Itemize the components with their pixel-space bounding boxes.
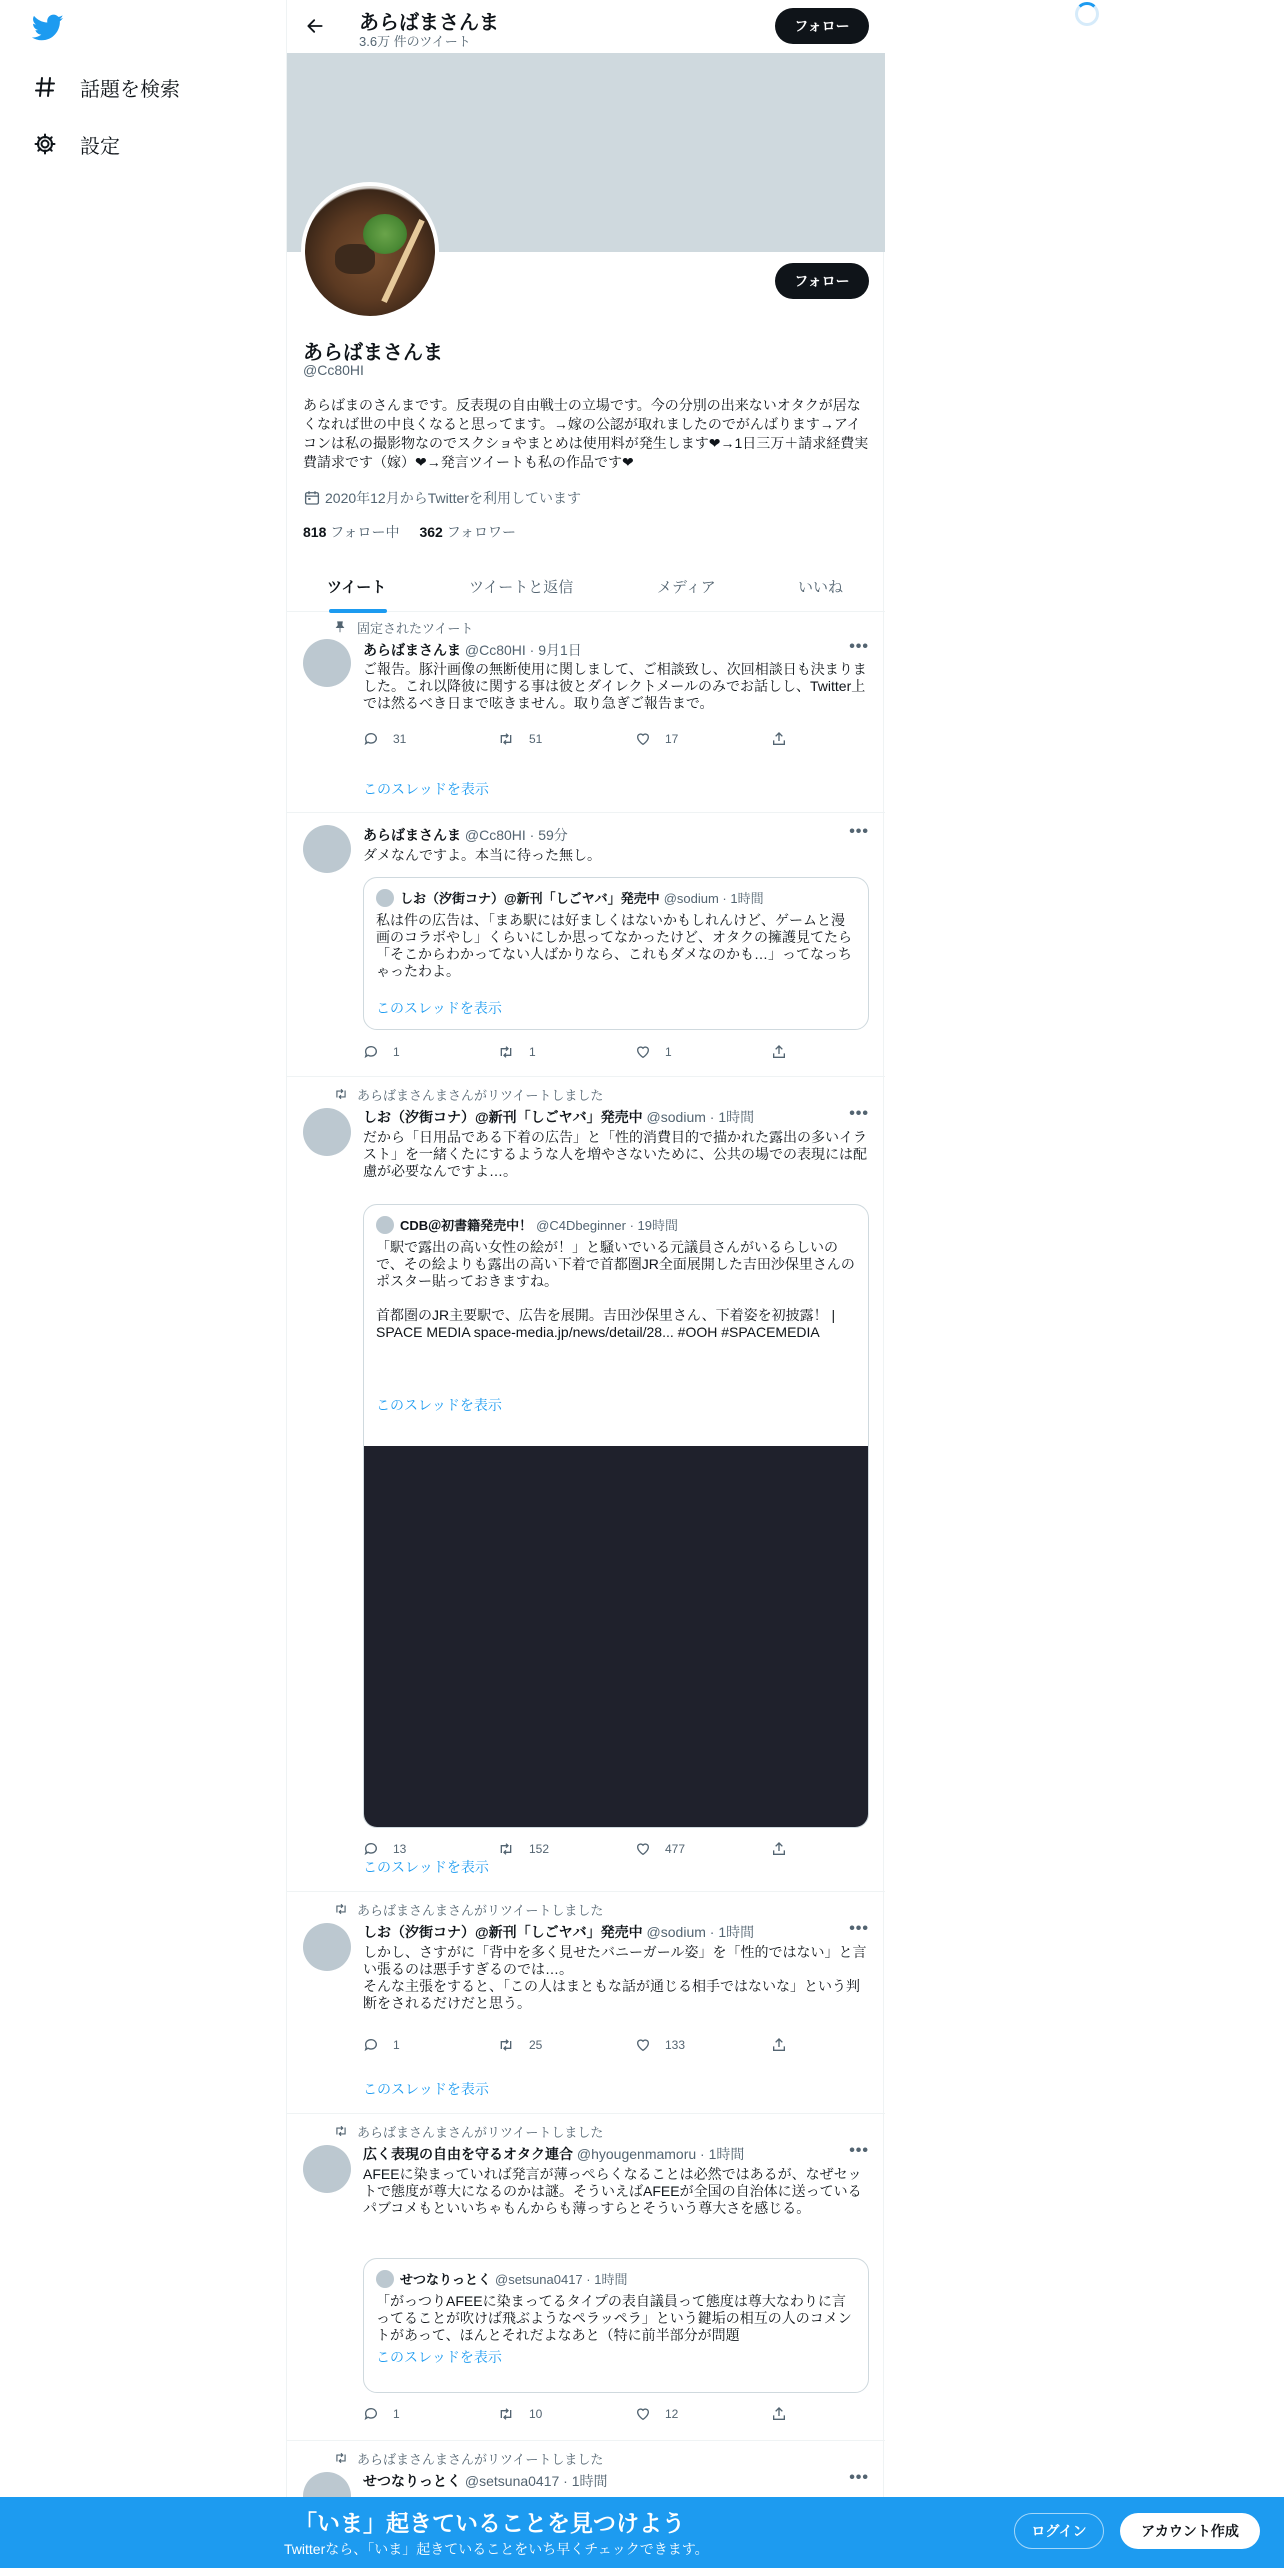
tweet-author-name[interactable]: しお（汐街コナ）@新刊「しごヤバ」発売中: [363, 1109, 643, 1125]
tab-tweets[interactable]: ツイート: [327, 578, 387, 596]
tweet-header: [363, 825, 568, 845]
followers-link[interactable]: [419, 524, 516, 540]
followers-count: 362: [419, 524, 443, 540]
tweet-text: AFEEに染まっていれば発言が薄っぺらくなることは必然ではあるが、なぜセットで態度が尊大になるのかは謎。そういえばAFEEが全国の自治体に送っているパブコメもといいちゃもんからも薄っすらとそういう尊大さを感じる。: [363, 2166, 862, 2216]
sidebar-item-settings[interactable]: [32, 124, 120, 164]
tweet-text: ダメなんですよ。本当に待った無し。: [363, 847, 601, 863]
quote-avatar: [376, 1216, 394, 1234]
quote-show-thread-link[interactable]: このスレッドを表示: [376, 2349, 502, 2365]
quote-meta: @setsuna0417 · 1時間: [495, 2272, 628, 2287]
tweet-author-name[interactable]: あらばまさんま: [363, 642, 461, 658]
retweet-icon: [333, 1087, 349, 1103]
quote-author-name: CDB＠初書籍発売中！: [400, 1218, 533, 1233]
quote-header: [376, 2269, 627, 2288]
following-count: 818: [303, 524, 327, 540]
tweet[interactable]: [287, 1892, 885, 2114]
tweet-author-name[interactable]: しお（汐街コナ）@新刊「しごヤバ」発売中: [363, 1924, 643, 1940]
like-count: 12: [665, 2407, 679, 2421]
heart-icon: [635, 1841, 651, 1857]
header-name: あらばまさんま: [359, 12, 499, 34]
tweet[interactable]: [287, 813, 885, 1077]
tweet-context-text: あらばまさんまさんがリツイートしました: [357, 1903, 604, 1918]
more-options-icon[interactable]: •••: [849, 1105, 869, 1122]
retweet-icon: [497, 1044, 515, 1060]
back-arrow-icon[interactable]: [301, 12, 329, 40]
quote-avatar: [376, 2270, 394, 2288]
share-icon: [771, 1841, 787, 1857]
hashtag-icon: [32, 74, 58, 100]
tweet-context: [333, 618, 473, 637]
share-icon: [771, 731, 787, 747]
tweet[interactable]: [287, 613, 885, 813]
tweet-context: [333, 1900, 603, 1919]
more-options-icon[interactable]: •••: [849, 2142, 869, 2159]
quote-header: [376, 888, 764, 907]
tweet-actions: [363, 1044, 793, 1064]
tweet-actions: [363, 2406, 793, 2426]
quote-meta: @sodium · 1時間: [663, 891, 764, 906]
share-button[interactable]: [771, 1044, 801, 1060]
reply-button[interactable]: [363, 1044, 400, 1060]
retweet-button[interactable]: [497, 1044, 536, 1060]
followers-label: フォロワー: [446, 524, 517, 540]
quote-avatar: [376, 889, 394, 907]
tweet-text: ご報告。豚汁画像の無断使用に関しまして、ご相談致し、次回相談日も決まりました。これ以降彼に関する事は彼とダイレクトメールのみでお話しし、Twitter上では然るべき日まで呟きません。取り急ぎご報告まで。: [363, 661, 867, 711]
profile-joined: [303, 488, 581, 508]
tweet-context: [333, 2122, 603, 2141]
share-icon: [771, 1044, 787, 1060]
heart-icon: [635, 731, 651, 747]
quote-meta: @C4Dbeginner · 19時間: [536, 1218, 678, 1233]
tab-media[interactable]: メディア: [657, 578, 716, 596]
reply-count: 1: [393, 2038, 400, 2052]
retweet-button[interactable]: [497, 1841, 549, 1857]
tweet-avatar[interactable]: [303, 1108, 351, 1156]
quote-author-name: せつなりっとく: [400, 2272, 492, 2287]
signup-banner-subtitle: Twitterなら、「いま」起きていることをいち早くチェックできます。: [284, 2541, 709, 2557]
tweet-context: [333, 1085, 603, 1104]
retweet-icon: [497, 2037, 515, 2053]
like-count: 133: [665, 2038, 686, 2052]
tweet-text: だから「日用品である下着の広告」と「性的消費目的で描かれた露出の多いイラスト」を一緒くたにするような人を増やさないために、公共の場での表現には配慮が必要なんですよ…。: [363, 1129, 867, 1179]
calendar-icon: [303, 489, 321, 507]
retweet-count: 10: [529, 2407, 543, 2421]
like-count: 17: [665, 732, 679, 746]
signup-banner-title: 「いま」起きていることを見つけよう: [294, 2510, 685, 2536]
tweet[interactable]: [287, 1077, 885, 1892]
retweet-count: 152: [529, 1842, 550, 1856]
share-button[interactable]: [771, 2406, 801, 2422]
share-button[interactable]: [771, 1841, 801, 1857]
tweet-text: しかし、さすがに「背中を多く見せたバニーガール姿」を「性的ではない」と言い張るのは悪手すぎるのでは…。 そんな主張をすると、「この人はまともな話が通じる相手ではないな」という判断をされるだけだと思う。: [363, 1944, 867, 2011]
more-options-icon[interactable]: •••: [849, 638, 869, 655]
profile-handle: @Cc80HI: [303, 362, 364, 378]
more-options-icon[interactable]: •••: [849, 823, 869, 840]
quote-header: [376, 1215, 678, 1234]
more-options-icon[interactable]: •••: [849, 2469, 869, 2486]
tab-tweets-and-replies[interactable]: ツイートと返信: [469, 578, 574, 596]
following-link[interactable]: [303, 524, 400, 540]
tweet-meta: @Cc80HI · 9月1日: [464, 642, 582, 658]
login-button[interactable]: ログイン: [1014, 2513, 1104, 2549]
signup-banner: [0, 2497, 1284, 2568]
tweet-header: [363, 640, 582, 660]
reply-button[interactable]: [363, 1841, 406, 1857]
signup-button[interactable]: アカウント作成: [1120, 2513, 1260, 2549]
header-tweet-count: 3.6万 件のツイート: [359, 34, 471, 49]
retweet-icon: [497, 731, 515, 747]
tweet-header: [363, 1107, 754, 1127]
twitter-bird-icon[interactable]: [32, 14, 64, 42]
reply-icon: [363, 1841, 379, 1857]
sidebar-item-label: 設定: [80, 135, 120, 158]
tweet-meta: @sodium · 1時間: [646, 1924, 755, 1940]
reply-icon: [363, 2037, 379, 2053]
quote-text: 「駅で露出の高い女性の絵が！」と騒いでいる元議員さんがいるらしいので、その絵よりも露出の高い下着で首都圏JR全面展開した吉田沙保里さんのポスター貼っておきますね。 首都圏のJR主要駅で、広告を展開。吉田沙保里さん、下着姿を初披露！ | SPACE MEDIA space-media.jp/news/detail/28... #OOH #SPACEMEDIA: [376, 1239, 855, 1340]
reply-count: 31: [393, 732, 407, 746]
retweet-count: 51: [529, 732, 543, 746]
quote-author-name: しお（汐街コナ）@新刊「しごヤバ」発売中: [400, 891, 660, 906]
tab-likes[interactable]: いいね: [798, 578, 844, 596]
tweet-author-name[interactable]: 広く表現の自由を守るオタク連合: [363, 2146, 573, 2162]
retweet-icon: [333, 2451, 349, 2467]
pin-icon: [333, 620, 349, 636]
tweet-actions: [363, 731, 793, 751]
tweet-actions: [363, 2037, 793, 2057]
show-thread-link[interactable]: このスレッドを表示: [363, 1859, 489, 1875]
reply-icon: [363, 2406, 379, 2422]
quote-text: 「がっつりAFEEに染まってるタイプの表自議員って態度は尊大なわりに言ってることが吹けば飛ぶようなペラッペラ」という鍵垢の相互の人のコメントがあって、ほんとそれだよなあと（特に前半部分が問題: [376, 2293, 852, 2343]
retweet-icon: [333, 2124, 349, 2140]
quote-show-thread-link[interactable]: このスレッドを表示: [376, 1397, 502, 1413]
tweet-context-text: あらばまさんまさんがリツイートしました: [357, 2125, 604, 2140]
retweet-icon: [497, 1841, 515, 1857]
retweet-button[interactable]: [497, 2406, 542, 2422]
share-icon: [771, 2406, 787, 2422]
profile-avatar[interactable]: [301, 182, 439, 320]
tweet-header: [363, 2144, 744, 2164]
reply-button[interactable]: [363, 2037, 400, 2053]
retweet-count: 25: [529, 2038, 543, 2052]
quote-show-thread-link[interactable]: このスレッドを表示: [376, 1000, 502, 1016]
share-button[interactable]: [771, 2037, 801, 2053]
like-button[interactable]: [635, 731, 678, 747]
tweet-author-name[interactable]: せつなりっとく: [363, 2473, 461, 2489]
heart-icon: [635, 2406, 651, 2422]
tweet-avatar[interactable]: [303, 825, 351, 873]
following-label: フォロー中: [330, 524, 400, 540]
retweet-icon: [333, 1902, 349, 1918]
profile-follow-stats: [303, 522, 516, 542]
reply-count: 13: [393, 1842, 407, 1856]
reply-count: 1: [393, 1045, 400, 1059]
retweet-count: 1: [529, 1045, 536, 1059]
retweet-button[interactable]: [497, 731, 542, 747]
tweet-avatar[interactable]: [303, 639, 351, 687]
tweet-meta: @setsuna0417 · 1時間: [464, 2473, 608, 2489]
retweet-button[interactable]: [497, 2037, 542, 2053]
heart-icon: [635, 2037, 651, 2053]
tweet-avatar[interactable]: [303, 1923, 351, 1971]
sidebar-item-explore[interactable]: [32, 67, 180, 107]
more-options-icon[interactable]: •••: [849, 1920, 869, 1937]
sidebar-item-label: 話題を検索: [80, 78, 180, 101]
tweet-meta: @hyougenmamoru · 1時間: [576, 2146, 745, 2162]
like-button[interactable]: [635, 1044, 672, 1060]
heart-icon: [635, 1044, 651, 1060]
like-button[interactable]: [635, 2037, 685, 2053]
profile-column: [286, 0, 884, 2568]
tweet-context-text: あらばまさんまさんがリツイートしました: [357, 1088, 604, 1103]
profile-tabs: [287, 560, 885, 612]
show-thread-link[interactable]: このスレッドを表示: [363, 2081, 489, 2097]
like-count: 1: [665, 1045, 672, 1059]
retweet-icon: [497, 2406, 515, 2422]
tweet-context-text: 固定されたツイート: [357, 621, 474, 636]
reply-count: 1: [393, 2407, 400, 2421]
show-thread-link[interactable]: このスレッドを表示: [363, 781, 489, 797]
reply-button[interactable]: [363, 731, 406, 747]
tweet-context: [333, 2449, 603, 2468]
reply-icon: [363, 1044, 379, 1060]
quoted-tweet[interactable]: [363, 2258, 869, 2393]
reply-button[interactable]: [363, 2406, 400, 2422]
profile-bio: あらばまのさんまです。反表現の自由戦士の立場です。今の分別の出来ないオタクが居なくなれば世の中良くなると思ってます。→嫁の公認が取れましたのでがんばります→アイコンは私の撮影物なのでスクショやまとめは使用料が発生します❤→1日三万＋請求経費実費請求です（嫁）❤→発言ツイートも私の作品です❤: [303, 397, 869, 470]
tweet-author-name[interactable]: あらばまさんま: [363, 827, 461, 843]
quoted-tweet[interactable]: [363, 1204, 869, 1828]
quote-text: 私は件の広告は、「まあ駅には好ましくはないかもしれんけど、ゲームと漫画のコラボやし」くらいにしか思ってなかったけど、オタクの擁護見てたら「そこからわかってない人ばかりなら、これもダメなのかも…」ってなっちゃったわよ。: [376, 912, 852, 979]
tweet-avatar[interactable]: [303, 2145, 351, 2193]
loading-spinner-icon: [1075, 2, 1099, 26]
like-button[interactable]: [635, 2406, 678, 2422]
tweet-meta: @sodium · 1時間: [646, 1109, 755, 1125]
quote-media[interactable]: [364, 1446, 868, 1828]
tweet-context-text: あらばまさんまさんがリツイートしました: [357, 2452, 604, 2467]
tweet-meta: @Cc80HI · 59分: [464, 827, 568, 843]
profile-joined-text: 2020年12月からTwitterを利用しています: [325, 490, 581, 506]
reply-icon: [363, 731, 379, 747]
like-count: 477: [665, 1842, 686, 1856]
tweet-header: [363, 2471, 608, 2491]
tweet-header: [363, 1922, 754, 1942]
profile-header-bar: [287, 0, 885, 53]
profile-name: あらばまさんま: [303, 342, 443, 364]
share-button[interactable]: [771, 731, 801, 747]
share-icon: [771, 2037, 787, 2053]
tweet[interactable]: [287, 2114, 885, 2441]
header-follow-button[interactable]: フォロー: [775, 8, 869, 44]
like-button[interactable]: [635, 1841, 685, 1857]
profile-follow-button[interactable]: フォロー: [775, 263, 869, 299]
gear-icon: [32, 131, 58, 157]
quoted-tweet[interactable]: [363, 877, 869, 1030]
